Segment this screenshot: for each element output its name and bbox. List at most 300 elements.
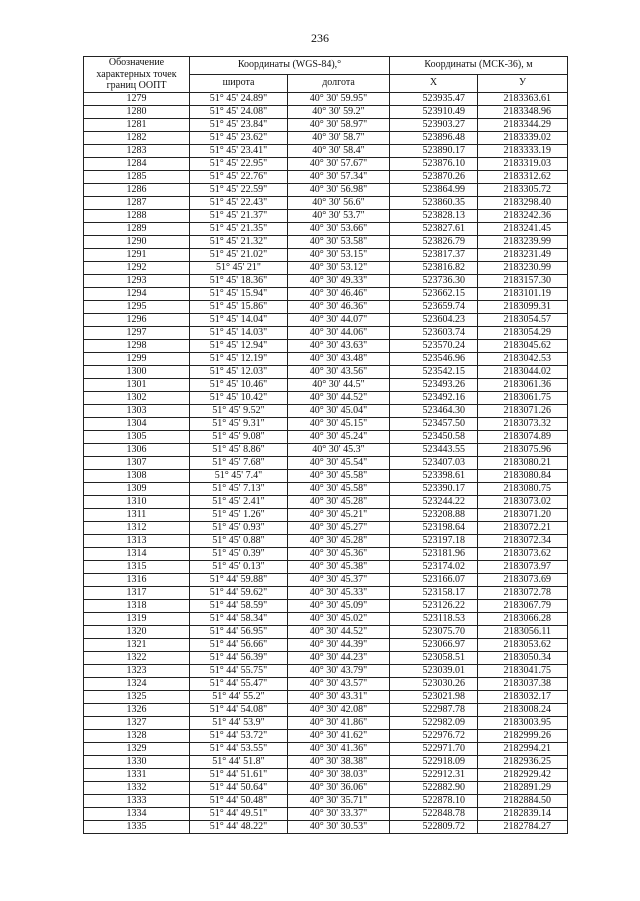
point-number-cell: 1290 [84,235,190,248]
y-coordinate-cell: 2183044.02 [478,365,568,378]
longitude-cell: 40° 30' 44.39" [288,638,390,651]
point-number-cell: 1283 [84,144,190,157]
y-coordinate-cell: 2183041.75 [478,664,568,677]
latitude-cell: 51° 45' 0.13" [190,560,288,573]
latitude-cell: 51° 45' 21" [190,261,288,274]
longitude-cell: 40° 30' 45.37" [288,573,390,586]
longitude-cell: 40° 30' 38.38" [288,755,390,768]
x-coordinate-cell: 522848.78 [390,807,478,820]
table-row [84,703,568,716]
y-coordinate-cell: 2183080.84 [478,469,568,482]
x-coordinate-cell: 523457.50 [390,417,478,430]
table-row [84,365,568,378]
y-coordinate-cell: 2183312.62 [478,170,568,183]
y-coordinate-cell: 2183348.96 [478,105,568,118]
point-number-cell: 1307 [84,456,190,469]
point-number-cell: 1294 [84,287,190,300]
longitude-cell: 40° 30' 43.57" [288,677,390,690]
header-msk36-group: Координаты (МСК-36), м [390,57,568,75]
latitude-cell: 51° 44' 55.75" [190,664,288,677]
longitude-cell: 40° 30' 53.15" [288,248,390,261]
table-row [84,222,568,235]
point-number-cell: 1325 [84,690,190,703]
longitude-cell: 40° 30' 43.56" [288,365,390,378]
longitude-cell: 40° 30' 41.36" [288,742,390,755]
table-row [84,508,568,521]
y-coordinate-cell: 2183101.19 [478,287,568,300]
latitude-cell: 51° 44' 56.66" [190,638,288,651]
longitude-cell: 40° 30' 45.54" [288,456,390,469]
point-number-cell: 1318 [84,599,190,612]
point-number-cell: 1313 [84,534,190,547]
longitude-cell: 40° 30' 58.97" [288,118,390,131]
longitude-cell: 40° 30' 57.67" [288,157,390,170]
y-coordinate-cell: 2183305.72 [478,183,568,196]
table-row [84,573,568,586]
table-row [84,586,568,599]
table-row [84,625,568,638]
point-number-cell: 1310 [84,495,190,508]
x-coordinate-cell: 523604.23 [390,313,478,326]
point-number-cell: 1297 [84,326,190,339]
latitude-cell: 51° 45' 21.02" [190,248,288,261]
x-coordinate-cell: 523910.49 [390,105,478,118]
table-row [84,274,568,287]
x-coordinate-cell: 523198.64 [390,521,478,534]
y-coordinate-cell: 2183241.45 [478,222,568,235]
table-row [84,612,568,625]
latitude-cell: 51° 44' 49.51" [190,807,288,820]
latitude-cell: 51° 44' 56.39" [190,651,288,664]
header-longitude: долгота [288,74,390,92]
table-row [84,339,568,352]
longitude-cell: 40° 30' 44.52" [288,391,390,404]
latitude-cell: 51° 45' 22.95" [190,157,288,170]
point-number-cell: 1320 [84,625,190,638]
y-coordinate-cell: 2183075.96 [478,443,568,456]
latitude-cell: 51° 45' 24.89" [190,92,288,105]
y-coordinate-cell: 2183242.36 [478,209,568,222]
longitude-cell: 40° 30' 33.37" [288,807,390,820]
longitude-cell: 40° 30' 45.04" [288,404,390,417]
longitude-cell: 40° 30' 45.24" [288,430,390,443]
longitude-cell: 40° 30' 45.28" [288,495,390,508]
point-number-cell: 1332 [84,781,190,794]
table-row [84,599,568,612]
x-coordinate-cell: 523021.98 [390,690,478,703]
latitude-cell: 51° 45' 14.04" [190,313,288,326]
header-point-designation: Обозначение характерных точек границ ООПТ [84,57,190,93]
y-coordinate-cell: 2183056.11 [478,625,568,638]
table-row [84,404,568,417]
table-row [84,807,568,820]
point-number-cell: 1321 [84,638,190,651]
latitude-cell: 51° 45' 22.43" [190,196,288,209]
table-row [84,378,568,391]
longitude-cell: 40° 30' 44.5" [288,378,390,391]
x-coordinate-cell: 523390.17 [390,482,478,495]
latitude-cell: 51° 45' 9.08" [190,430,288,443]
latitude-cell: 51° 45' 18.36" [190,274,288,287]
x-coordinate-cell: 523208.88 [390,508,478,521]
point-number-cell: 1285 [84,170,190,183]
longitude-cell: 40° 30' 45.15" [288,417,390,430]
latitude-cell: 51° 45' 23.41" [190,144,288,157]
table-row [84,794,568,807]
point-number-cell: 1330 [84,755,190,768]
latitude-cell: 51° 44' 51.8" [190,755,288,768]
latitude-cell: 51° 44' 53.9" [190,716,288,729]
y-coordinate-cell: 2183073.02 [478,495,568,508]
latitude-cell: 51° 45' 0.93" [190,521,288,534]
table-row [84,456,568,469]
longitude-cell: 40° 30' 45.27" [288,521,390,534]
longitude-cell: 40° 30' 49.33" [288,274,390,287]
y-coordinate-cell: 2183231.49 [478,248,568,261]
y-coordinate-cell: 2183363.61 [478,92,568,105]
latitude-cell: 51° 45' 0.39" [190,547,288,560]
x-coordinate-cell: 523736.30 [390,274,478,287]
x-coordinate-cell: 523244.22 [390,495,478,508]
latitude-cell: 51° 45' 0.88" [190,534,288,547]
y-coordinate-cell: 2183074.89 [478,430,568,443]
x-coordinate-cell: 522878.10 [390,794,478,807]
longitude-cell: 40° 30' 53.12" [288,261,390,274]
x-coordinate-cell: 523896.48 [390,131,478,144]
x-coordinate-cell: 523864.99 [390,183,478,196]
table-row [84,690,568,703]
y-coordinate-cell: 2182839.14 [478,807,568,820]
x-coordinate-cell: 523398.61 [390,469,478,482]
table-row [84,430,568,443]
point-number-cell: 1282 [84,131,190,144]
table-row [84,391,568,404]
table-row [84,92,568,105]
point-number-cell: 1293 [84,274,190,287]
table-row [84,651,568,664]
longitude-cell: 40° 30' 46.36" [288,300,390,313]
y-coordinate-cell: 2183080.75 [478,482,568,495]
y-coordinate-cell: 2183157.30 [478,274,568,287]
longitude-cell: 40° 30' 58.7" [288,131,390,144]
y-coordinate-cell: 2182929.42 [478,768,568,781]
latitude-cell: 51° 45' 7.4" [190,469,288,482]
table-row [84,261,568,274]
latitude-cell: 51° 44' 48.22" [190,820,288,833]
point-number-cell: 1311 [84,508,190,521]
point-number-cell: 1295 [84,300,190,313]
x-coordinate-cell: 522882.90 [390,781,478,794]
latitude-cell: 51° 45' 21.35" [190,222,288,235]
longitude-cell: 40° 30' 38.03" [288,768,390,781]
y-coordinate-cell: 2183073.32 [478,417,568,430]
point-number-cell: 1289 [84,222,190,235]
table-row [84,729,568,742]
x-coordinate-cell: 522987.78 [390,703,478,716]
y-coordinate-cell: 2183054.29 [478,326,568,339]
point-number-cell: 1326 [84,703,190,716]
longitude-cell: 40° 30' 58.4" [288,144,390,157]
longitude-cell: 40° 30' 41.86" [288,716,390,729]
point-number-cell: 1300 [84,365,190,378]
table-header [84,57,568,93]
latitude-cell: 51° 45' 22.59" [190,183,288,196]
y-coordinate-cell: 2183333.19 [478,144,568,157]
latitude-cell: 51° 44' 55.47" [190,677,288,690]
point-number-cell: 1323 [84,664,190,677]
x-coordinate-cell: 523158.17 [390,586,478,599]
longitude-cell: 40° 30' 44.07" [288,313,390,326]
y-coordinate-cell: 2183067.79 [478,599,568,612]
point-number-cell: 1308 [84,469,190,482]
table-row [84,742,568,755]
point-number-cell: 1329 [84,742,190,755]
table-row [84,235,568,248]
point-number-cell: 1298 [84,339,190,352]
y-coordinate-cell: 2183072.34 [478,534,568,547]
table-row [84,443,568,456]
y-coordinate-cell: 2183072.78 [478,586,568,599]
longitude-cell: 40° 30' 35.71" [288,794,390,807]
x-coordinate-cell: 523058.51 [390,651,478,664]
table-row [84,183,568,196]
x-coordinate-cell: 523828.13 [390,209,478,222]
y-coordinate-cell: 2182936.25 [478,755,568,768]
header-latitude: широта [190,74,288,92]
table-row [84,118,568,131]
table-row [84,300,568,313]
table-row [84,326,568,339]
point-number-cell: 1328 [84,729,190,742]
longitude-cell: 40° 30' 45.02" [288,612,390,625]
y-coordinate-cell: 2183071.26 [478,404,568,417]
table-row [84,196,568,209]
table-row [84,768,568,781]
latitude-cell: 51° 45' 23.62" [190,131,288,144]
point-number-cell: 1301 [84,378,190,391]
y-coordinate-cell: 2183008.24 [478,703,568,716]
table-row [84,781,568,794]
table-row [84,716,568,729]
x-coordinate-cell: 523870.26 [390,170,478,183]
x-coordinate-cell: 523464.30 [390,404,478,417]
x-coordinate-cell: 523450.58 [390,430,478,443]
x-coordinate-cell: 523039.01 [390,664,478,677]
x-coordinate-cell: 523197.18 [390,534,478,547]
y-coordinate-cell: 2183066.28 [478,612,568,625]
point-number-cell: 1299 [84,352,190,365]
y-coordinate-cell: 2183061.75 [478,391,568,404]
header-wgs84-group: Координаты (WGS-84),° [190,57,390,75]
latitude-cell: 51° 45' 21.37" [190,209,288,222]
longitude-cell: 40° 30' 44.23" [288,651,390,664]
latitude-cell: 51° 44' 53.72" [190,729,288,742]
table-row [84,755,568,768]
longitude-cell: 40° 30' 43.79" [288,664,390,677]
point-number-cell: 1334 [84,807,190,820]
table-row [84,157,568,170]
x-coordinate-cell: 523443.55 [390,443,478,456]
latitude-cell: 51° 45' 12.94" [190,339,288,352]
point-number-cell: 1314 [84,547,190,560]
point-number-cell: 1333 [84,794,190,807]
table-row [84,287,568,300]
point-number-cell: 1322 [84,651,190,664]
table-row [84,144,568,157]
longitude-cell: 40° 30' 42.08" [288,703,390,716]
x-coordinate-cell: 523903.27 [390,118,478,131]
latitude-cell: 51° 45' 22.76" [190,170,288,183]
y-coordinate-cell: 2183054.57 [478,313,568,326]
table-row [84,170,568,183]
table-row [84,820,568,833]
longitude-cell: 40° 30' 30.53" [288,820,390,833]
latitude-cell: 51° 45' 24.08" [190,105,288,118]
table-row [84,664,568,677]
point-number-cell: 1303 [84,404,190,417]
table-row [84,677,568,690]
x-coordinate-cell: 523118.53 [390,612,478,625]
latitude-cell: 51° 44' 53.55" [190,742,288,755]
x-coordinate-cell: 523816.82 [390,261,478,274]
x-coordinate-cell: 522982.09 [390,716,478,729]
x-coordinate-cell: 523826.79 [390,235,478,248]
longitude-cell: 40° 30' 53.58" [288,235,390,248]
latitude-cell: 51° 44' 58.59" [190,599,288,612]
x-coordinate-cell: 523570.24 [390,339,478,352]
y-coordinate-cell: 2183344.29 [478,118,568,131]
latitude-cell: 51° 45' 21.32" [190,235,288,248]
longitude-cell: 40° 30' 36.06" [288,781,390,794]
y-coordinate-cell: 2183073.97 [478,560,568,573]
table-row [84,521,568,534]
latitude-cell: 51° 44' 58.34" [190,612,288,625]
latitude-cell: 51° 45' 23.84" [190,118,288,131]
y-coordinate-cell: 2183319.03 [478,157,568,170]
x-coordinate-cell: 522809.72 [390,820,478,833]
x-coordinate-cell: 523860.35 [390,196,478,209]
longitude-cell: 40° 30' 45.58" [288,482,390,495]
point-number-cell: 1281 [84,118,190,131]
longitude-cell: 40° 30' 44.52" [288,625,390,638]
x-coordinate-cell: 523827.61 [390,222,478,235]
longitude-cell: 40° 30' 41.62" [288,729,390,742]
latitude-cell: 51° 44' 51.61" [190,768,288,781]
y-coordinate-cell: 2183003.95 [478,716,568,729]
latitude-cell: 51° 44' 50.48" [190,794,288,807]
x-coordinate-cell: 523542.15 [390,365,478,378]
longitude-cell: 40° 30' 43.48" [288,352,390,365]
table-row [84,547,568,560]
y-coordinate-cell: 2183298.40 [478,196,568,209]
latitude-cell: 51° 45' 9.52" [190,404,288,417]
point-number-cell: 1331 [84,768,190,781]
y-coordinate-cell: 2182891.29 [478,781,568,794]
y-coordinate-cell: 2183050.34 [478,651,568,664]
table-row [84,560,568,573]
point-number-cell: 1286 [84,183,190,196]
latitude-cell: 51° 45' 15.94" [190,287,288,300]
latitude-cell: 51° 45' 12.03" [190,365,288,378]
latitude-cell: 51° 45' 7.13" [190,482,288,495]
x-coordinate-cell: 523493.26 [390,378,478,391]
x-coordinate-cell: 523407.03 [390,456,478,469]
latitude-cell: 51° 44' 55.2" [190,690,288,703]
table-row [84,417,568,430]
latitude-cell: 51° 44' 59.62" [190,586,288,599]
longitude-cell: 40° 30' 46.46" [288,287,390,300]
longitude-cell: 40° 30' 56.98" [288,183,390,196]
longitude-cell: 40° 30' 53.66" [288,222,390,235]
latitude-cell: 51° 44' 54.08" [190,703,288,716]
longitude-cell: 40° 30' 45.28" [288,534,390,547]
y-coordinate-cell: 2183037.38 [478,677,568,690]
point-number-cell: 1304 [84,417,190,430]
point-number-cell: 1316 [84,573,190,586]
latitude-cell: 51° 45' 14.03" [190,326,288,339]
longitude-cell: 40° 30' 45.3" [288,443,390,456]
x-coordinate-cell: 523876.10 [390,157,478,170]
point-number-cell: 1312 [84,521,190,534]
longitude-cell: 40° 30' 43.63" [288,339,390,352]
y-coordinate-cell: 2182999.26 [478,729,568,742]
coordinates-table [83,56,568,834]
latitude-cell: 51° 45' 10.46" [190,378,288,391]
y-coordinate-cell: 2183230.99 [478,261,568,274]
longitude-cell: 40° 30' 43.31" [288,690,390,703]
y-coordinate-cell: 2183053.62 [478,638,568,651]
point-number-cell: 1306 [84,443,190,456]
y-coordinate-cell: 2183073.69 [478,573,568,586]
point-number-cell: 1317 [84,586,190,599]
latitude-cell: 51° 45' 1.26" [190,508,288,521]
table-row [84,495,568,508]
x-coordinate-cell: 523817.37 [390,248,478,261]
longitude-cell: 40° 30' 59.2" [288,105,390,118]
point-number-cell: 1291 [84,248,190,261]
y-coordinate-cell: 2183073.62 [478,547,568,560]
table-row [84,482,568,495]
x-coordinate-cell: 522976.72 [390,729,478,742]
longitude-cell: 40° 30' 45.58" [288,469,390,482]
point-number-cell: 1324 [84,677,190,690]
x-coordinate-cell: 523659.74 [390,300,478,313]
x-coordinate-cell: 523603.74 [390,326,478,339]
x-coordinate-cell: 523166.07 [390,573,478,586]
latitude-cell: 51° 44' 56.95" [190,625,288,638]
y-coordinate-cell: 2183071.20 [478,508,568,521]
point-number-cell: 1279 [84,92,190,105]
point-number-cell: 1280 [84,105,190,118]
x-coordinate-cell: 522971.70 [390,742,478,755]
point-number-cell: 1305 [84,430,190,443]
longitude-cell: 40° 30' 57.34" [288,170,390,183]
table-row [84,313,568,326]
latitude-cell: 51° 45' 9.31" [190,417,288,430]
longitude-cell: 40° 30' 45.09" [288,599,390,612]
table-row [84,209,568,222]
header-x: X [390,74,478,92]
x-coordinate-cell: 523935.47 [390,92,478,105]
latitude-cell: 51° 45' 7.68" [190,456,288,469]
x-coordinate-cell: 523492.16 [390,391,478,404]
y-coordinate-cell: 2183339.02 [478,131,568,144]
x-coordinate-cell: 522912.31 [390,768,478,781]
latitude-cell: 51° 44' 59.88" [190,573,288,586]
latitude-cell: 51° 45' 15.86" [190,300,288,313]
table-row [84,638,568,651]
x-coordinate-cell: 523030.26 [390,677,478,690]
